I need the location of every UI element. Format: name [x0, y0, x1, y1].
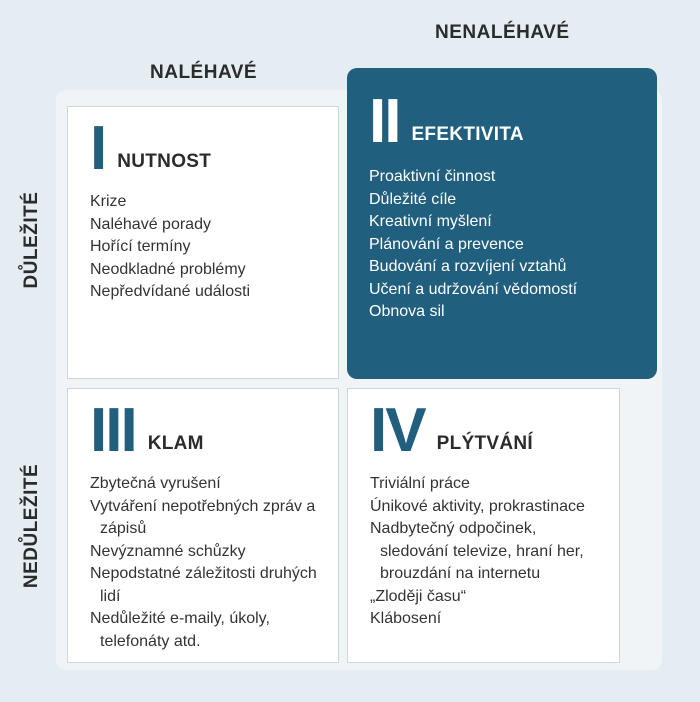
quadrant-header [370, 396, 533, 465]
quadrant-necessity [67, 106, 339, 379]
list-item: Naléhavé porady [90, 215, 211, 233]
list-item: Obnova sil [369, 303, 445, 320]
list-item: Nadbytečný odpočinek, sledování televize, hraní her, brouzdání na internetu [370, 520, 584, 582]
quadrant-item-list [90, 191, 328, 304]
list-item: „Zloději času“ [370, 587, 467, 605]
list-item: Hořící termíny [90, 238, 191, 255]
quadrant-numeral: IV [370, 396, 425, 465]
quadrant-title: NUTNOST [117, 151, 212, 172]
list-item: Proaktivní činnost [369, 168, 496, 185]
list-item: Nevýznamné schůzky [90, 542, 246, 560]
quadrant-header [90, 114, 212, 183]
list-item: Únikové aktivity, prokrastinace [370, 497, 585, 515]
list-item: Vytváření nepotřebných zpráv a zápisů [90, 497, 316, 537]
list-item: Učení a udržování vědomostí [369, 280, 578, 298]
list-item: Nepodstatné záležitosti druhých lidí [90, 565, 317, 605]
list-item: Budování a rozvíjení vztahů [369, 258, 567, 275]
list-item: Neodkladné problémy [90, 260, 246, 278]
list-item: Zbytečná vyrušení [90, 475, 221, 492]
quadrant-item-list [90, 473, 328, 653]
list-item: Nepředvídané události [90, 283, 251, 300]
quadrant-title: KLAM [147, 433, 204, 454]
quadrant-header [369, 87, 524, 156]
quadrant-title: PLÝTVÁNÍ [436, 433, 533, 454]
column-label-urgent: NALÉHAVÉ [150, 62, 258, 83]
quadrant-waste [347, 388, 620, 663]
list-item: Krize [90, 193, 127, 210]
quadrant-effectiveness [347, 68, 657, 379]
row-label-important: DŮLEŽITÉ [21, 191, 42, 289]
quadrant-item-list [370, 473, 609, 631]
column-label-not-urgent: NENALÉHAVÉ [435, 22, 570, 43]
list-item: Plánování a prevence [369, 235, 524, 253]
quadrant-header [90, 396, 204, 465]
list-item: Triviální práce [370, 475, 470, 492]
quadrant-deception [67, 388, 339, 663]
quadrant-item-list [369, 166, 647, 324]
row-label-not-important: NEDŮLEŽITÉ [21, 463, 42, 589]
list-item: Nedůležité e-maily, úkoly, telefonáty atd. [90, 610, 270, 650]
quadrant-numeral: I [90, 114, 106, 183]
quadrant-title: EFEKTIVITA [411, 124, 524, 145]
list-item: Důležité cíle [369, 190, 457, 208]
list-item: Klábosení [370, 610, 442, 627]
list-item: Kreativní myšlení [369, 213, 492, 230]
quadrant-numeral: III [90, 396, 136, 465]
quadrant-numeral: II [369, 87, 400, 156]
